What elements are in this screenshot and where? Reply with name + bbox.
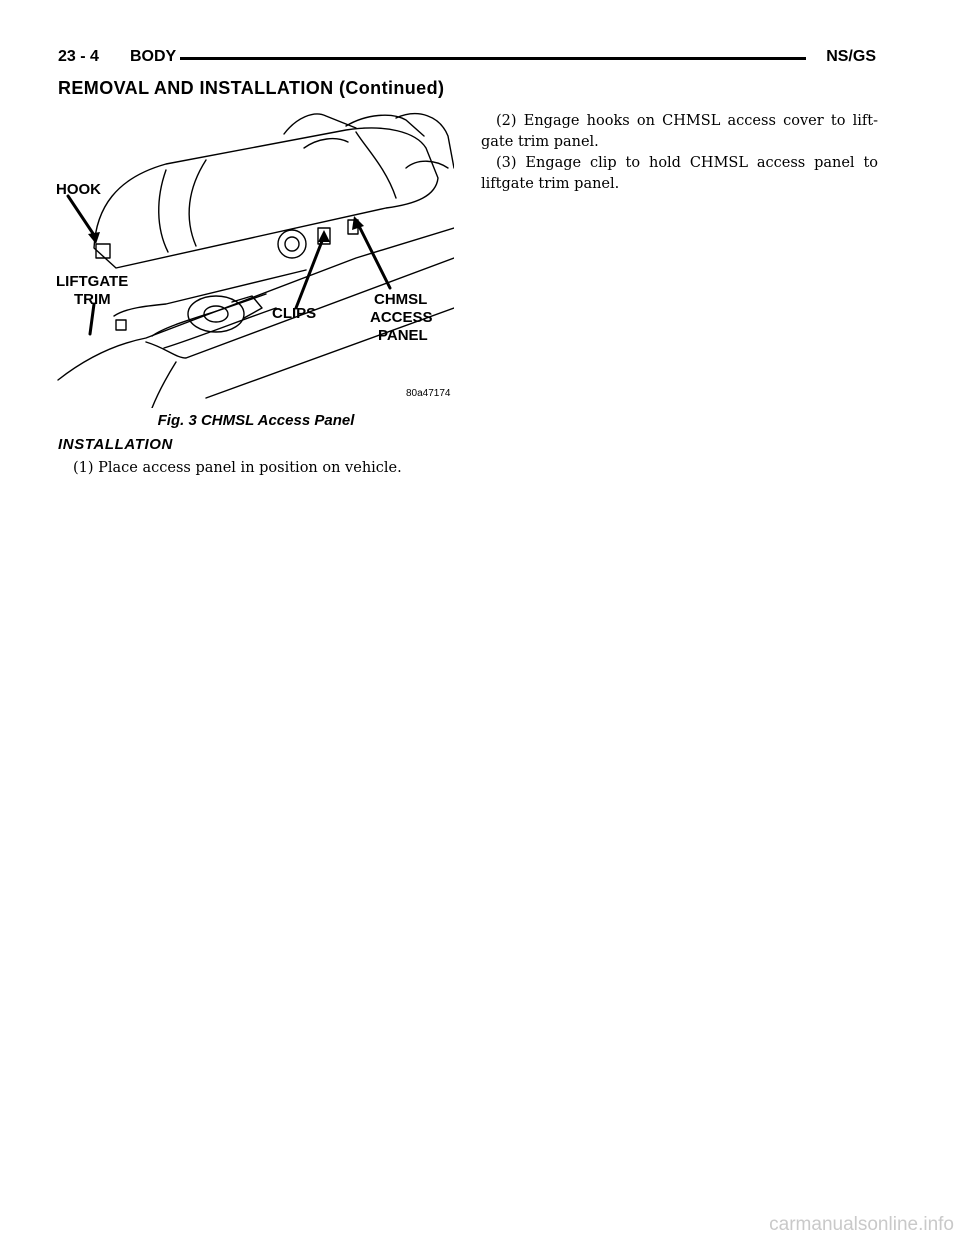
installation-heading: INSTALLATION — [58, 436, 173, 453]
label-hook: HOOK — [56, 181, 101, 198]
header-rule — [180, 57, 806, 60]
installation-step-3: (3) Engage clip to hold CHMSL access panel to liftgate trim panel. — [481, 155, 878, 192]
page-number: 23 - 4 — [58, 48, 99, 65]
label-access: ACCESS — [370, 309, 433, 326]
hook-leader — [68, 196, 96, 238]
label-panel: PANEL — [378, 327, 428, 344]
figure-caption: Fig. 3 CHMSL Access Panel — [157, 412, 355, 429]
label-clips: CLIPS — [272, 305, 317, 322]
installation-step-1: (1) Place access panel in position on vehicle. — [73, 460, 402, 476]
figure-code: 80a47174 — [406, 388, 451, 399]
left-column — [58, 458, 454, 479]
right-column — [481, 111, 878, 195]
liftgate-trim-leader — [90, 304, 94, 334]
model-code: NS/GS — [826, 48, 876, 65]
installation-step-2: (2) Engage hooks on CHMSL access cover to lift-gate trim panel. — [481, 113, 878, 150]
figure-chmsl-access-panel — [56, 108, 454, 408]
section-name: BODY — [130, 48, 177, 65]
label-trim: TRIM — [74, 291, 111, 308]
watermark: carmanualsonline.info — [769, 1214, 954, 1235]
chmsl-illustration — [56, 108, 454, 408]
section-title: REMOVAL AND INSTALLATION (Continued) — [58, 78, 445, 98]
label-liftgate: LIFTGATE — [56, 273, 129, 290]
page-header — [58, 48, 876, 70]
label-chmsl: CHMSL — [374, 291, 428, 308]
